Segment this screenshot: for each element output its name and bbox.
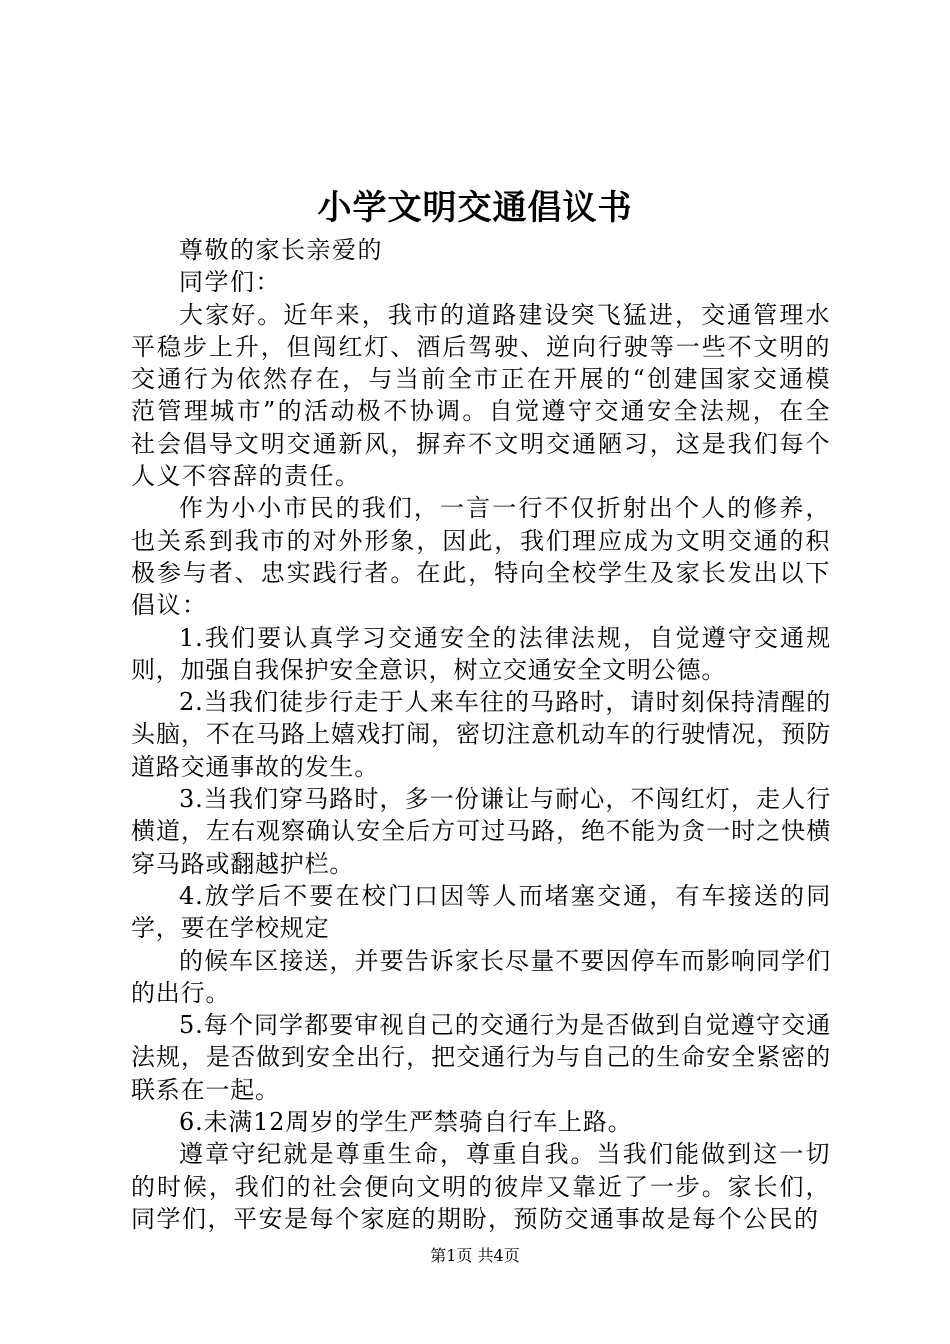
proposal-item-4-continued: 的候车区接送，并要告诉家长尽量不要因停车而影响同学们的出行。	[131, 946, 831, 1007]
paragraph-intro: 大家好。近年来，我市的道路建设突飞猛进，交通管理水平稳步上升，但闯红灯、酒后驾驶、逆向行驶等一些不文明的交通行为依然存在，与当前全市正在开展的“创建国家交通模范管理城市”的活动极不协调。自觉遵守交通安全法规，在全社会倡导文明交通新风，摒弃不文明交通陋习，这是我们每个人义不容辞的责任。	[131, 300, 831, 491]
page-number-footer: 第1页 共4页	[430, 1246, 520, 1265]
proposal-item-2: 2.当我们徒步行走于人来车往的马路时，请时刻保持清醒的头脑，不在马路上嬉戏打闹，密切注意机动车的行驶情况，预防道路交通事故的发生。	[131, 688, 831, 781]
paragraph-closing: 遵章守纪就是尊重生命，尊重自我。当我们能做到这一切的时候，我们的社会便向文明的彼岸又靠近了一步。家长们，同学们，平安是每个家庭的期盼，预防交通事故是每个公民的	[131, 1140, 831, 1233]
proposal-item-6: 6.未满12周岁的学生严禁骑自行车上路。	[179, 1108, 633, 1137]
document-title: 小学文明交通倡议书	[317, 188, 633, 228]
proposal-item-5: 5.每个同学都要审视自己的交通行为是否做到自觉遵守交通法规，是否做到安全出行，把交通行为与自己的生命安全紧密的联系在一起。	[131, 1011, 831, 1104]
paragraph-proposal: 作为小小市民的我们，一言一行不仅折射出个人的修养，也关系到我市的对外形象，因此，我们理应成为文明交通的积极参与者、忠实践行者。在此，特向全校学生及家长发出以下倡议：	[131, 494, 831, 620]
proposal-item-4: 4.放学后不要在校门口因等人而堵塞交通，有车接送的同学，要在学校规定	[131, 881, 831, 943]
proposal-item-3: 3.当我们穿马路时，多一份谦让与耐心，不闯红灯，走人行横道，左右观察确认安全后方可过马路，绝不能为贪一时之快横穿马路或翻越护栏。	[131, 785, 831, 878]
proposal-item-1: 1.我们要认真学习交通安全的法律法规，自觉遵守交通规则，加强自我保护安全意识，树立交通安全文明公德。	[131, 623, 831, 684]
salutation-line-1: 尊敬的家长亲爱的	[179, 236, 383, 264]
salutation-line-2: 同学们：	[179, 268, 281, 297]
document-body	[131, 234, 831, 1235]
